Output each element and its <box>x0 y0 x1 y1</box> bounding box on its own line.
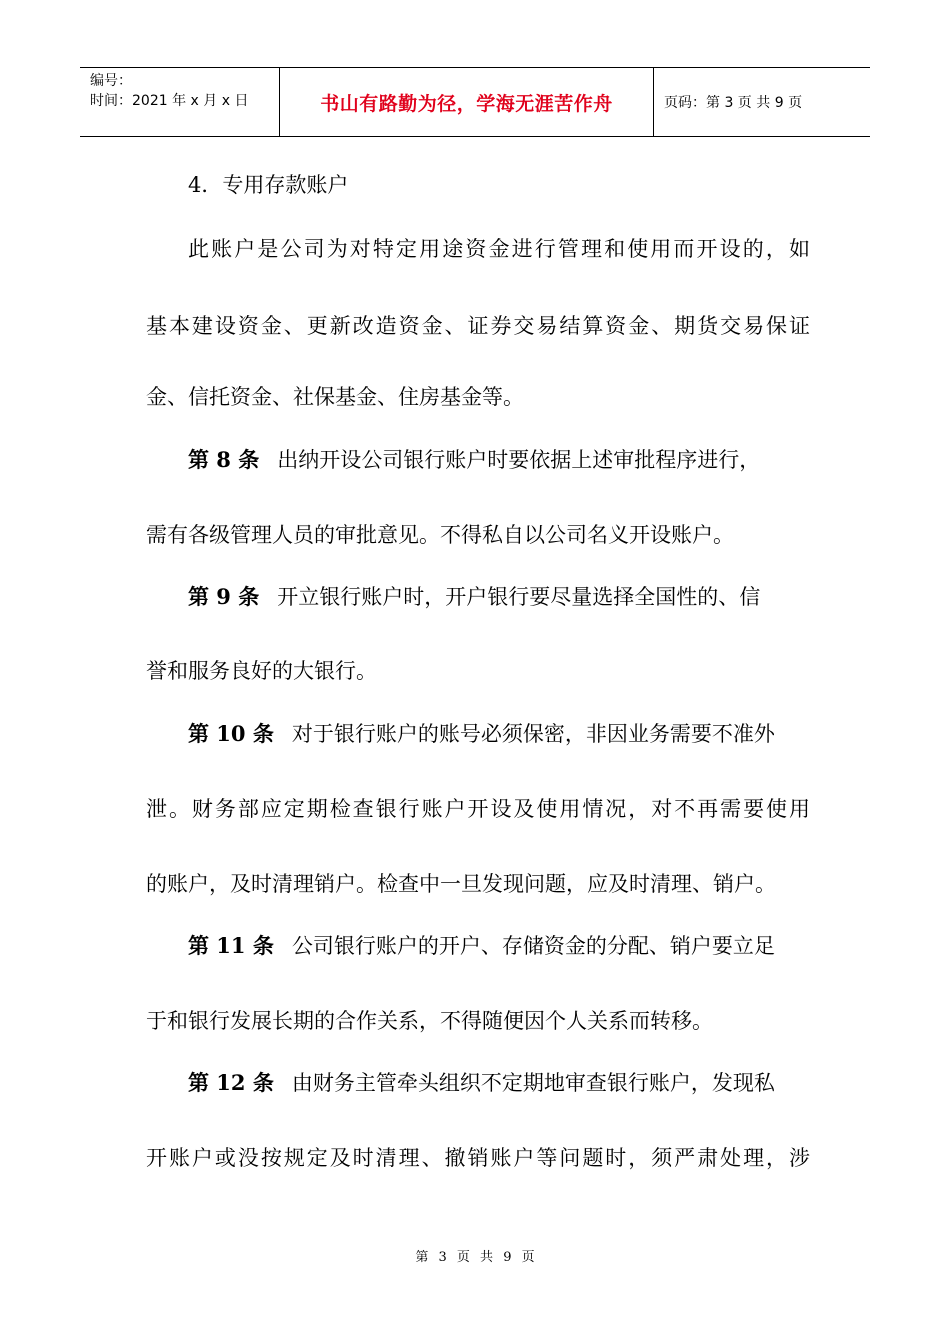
paragraph-line: 此账户是公司为对特定用途资金进行管理和使用而开设的，如 <box>188 237 810 261</box>
article-text: 出纳开设公司银行账户时要依据上述审批程序进行， <box>277 448 761 472</box>
page-header <box>80 67 870 137</box>
article-text: 由财务主管牵头组织不定期地审查银行账户，发现私 <box>291 1071 775 1095</box>
paragraph-line: 开账户或没按规定及时清理、撤销账户等问题时，须严肃处理，涉 <box>146 1146 810 1170</box>
paragraph-line: 基本建设资金、更新改造资金、证券交易结算资金、期货交易保证 <box>146 314 810 338</box>
paragraph-line: 金、信托资金、社保基金、住房基金等。 <box>146 385 524 409</box>
article-9 <box>188 584 810 610</box>
article-11 <box>188 933 810 959</box>
paragraph-line: 需有各级管理人员的审批意见。不得私自以公司名义开设账户。 <box>146 523 734 547</box>
paragraph-line: 泄。财务部应定期检查银行账户开设及使用情况，对不再需要使用 <box>146 797 810 821</box>
article-label: 第 12 条 <box>188 1070 274 1095</box>
article-text: 公司银行账户的开户、存储资金的分配、销户要立足 <box>291 934 775 958</box>
article-10 <box>188 721 810 747</box>
paragraph-line: 的账户，及时清理销户。检查中一旦发现问题，应及时清理、销户。 <box>146 872 776 896</box>
paragraph-line: 誉和服务良好的大银行。 <box>146 659 377 683</box>
paragraph-line: 于和银行发展长期的合作关系，不得随便因个人关系而转移。 <box>146 1009 713 1033</box>
header-page-info: 页码：第 3 页 共 9 页 <box>664 95 803 111</box>
section-title: 4．专用存款账户 <box>188 173 349 197</box>
header-motto: 书山有路勤为径，学海无涯苦作舟 <box>280 68 654 136</box>
article-text: 对于银行账户的账号必须保密，非因业务需要不准外 <box>291 722 775 746</box>
article-label: 第 10 条 <box>188 721 274 746</box>
article-8 <box>188 447 810 473</box>
article-label: 第 8 条 <box>188 447 260 472</box>
document-date: 时间：2021 年 x 月 x 日 <box>90 93 249 109</box>
header-meta <box>80 68 280 136</box>
article-text: 开立银行账户时，开户银行要尽量选择全国性的、信 <box>277 585 761 609</box>
article-label: 第 11 条 <box>188 933 274 958</box>
article-label: 第 9 条 <box>188 584 260 609</box>
article-12 <box>188 1070 810 1096</box>
page-footer: 第 3 页 共 9 页 <box>415 1250 535 1265</box>
document-number-label: 编号： <box>90 73 132 89</box>
